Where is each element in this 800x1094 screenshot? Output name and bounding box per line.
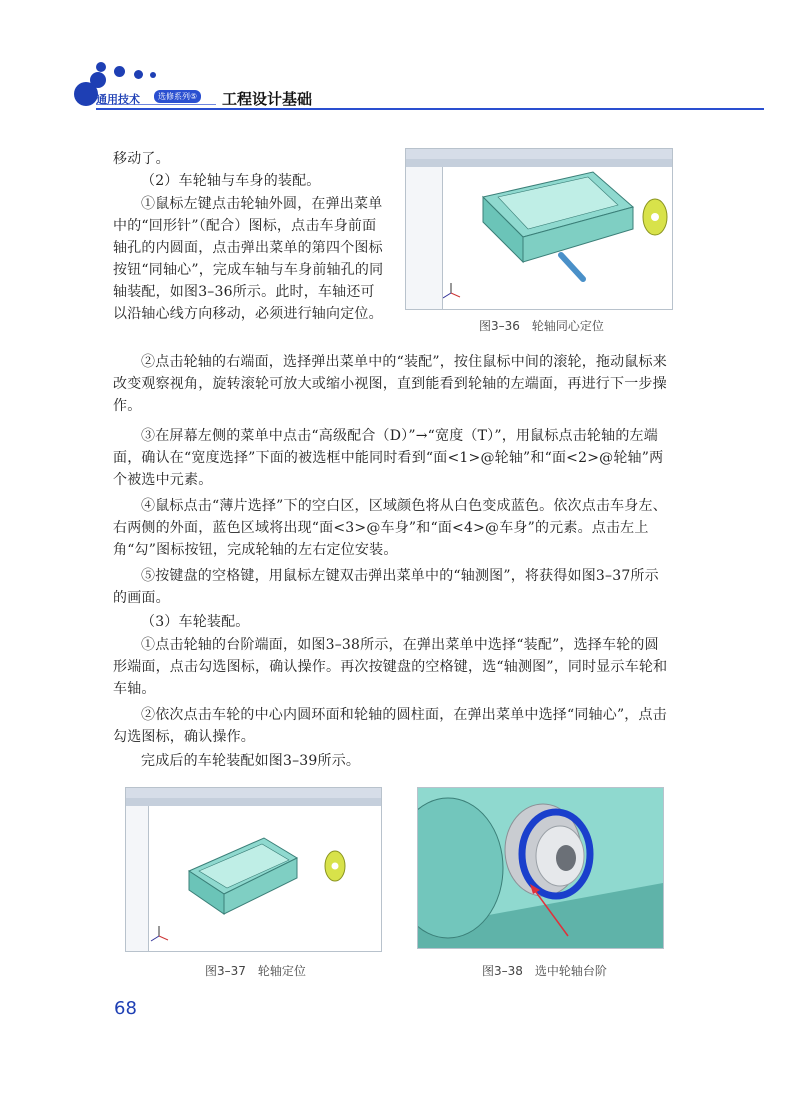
paragraph-9: ②依次点击车轮的中心内圆环面和轮轴的圆柱面，在弹出菜单中选择“同轴心”，点击勾选图标，确认操作。 — [113, 707, 667, 745]
paragraph-4: ③在屏幕左侧的菜单中点击“高级配合（D）”→“宽度（T）”，用鼠标点击轮轴的左端面，确认在“宽度选择”下面的被选框中能同时看到“面<1>@轮轴”和“面<2>@轮轴”两个被选中元素。 — [113, 428, 664, 488]
feature-tree-panel-2 — [126, 806, 149, 951]
page-number: 68 — [114, 998, 137, 1019]
car-isometric-drawing — [149, 806, 381, 951]
paragraph-6: ⑤按键盘的空格键，用鼠标左键双击弹出菜单中的“轴测图”，将获得如图3–37所示的画面。 — [113, 568, 659, 606]
paragraph-8: ①点击轮轴的台阶端面，如图3–38所示，在弹出菜单中选择“装配”，选择车轮的圆形端面，点击勾选图标，确认操作。再次按键盘的空格键，选“轴测图”，同时显示车轮和车轴。 — [113, 637, 668, 697]
paragraph-2: ①鼠标左键点击轮轴外圆，在弹出菜单中的“回形针”（配合）图标，点击车身前面轴孔的内圆面，点击弹出菜单的第四个图标按钮“同轴心”，完成车轴与车身前轴孔的同轴装配，如图3–36所示。此时，车轴还可以沿轴心线方向移动，必须进行轴向定位。 — [113, 196, 384, 322]
car-body-axle-drawing — [443, 167, 672, 309]
series-label: 通用技术 — [96, 93, 140, 106]
feature-tree-panel — [406, 167, 443, 309]
series-badge: 选修系列⑤ — [154, 90, 201, 103]
figure-3-36 — [405, 148, 673, 310]
paragraph-1: （2）车轮轴与车身的装配。 — [141, 173, 321, 189]
cad-viewport-2 — [149, 806, 381, 951]
cad-viewport — [443, 167, 672, 309]
paragraph-7: （3）车轮装配。 — [141, 614, 250, 630]
caption-figure-3-37: 图3–37 轮轴定位 — [205, 964, 306, 978]
paragraph-5: ④鼠标点击“薄片选择”下的空白区，区域颜色将从白色变成蓝色。依次点击车身左、右两侧的外面，蓝色区域将出现“面<3>@车身”和“面<4>@车身”的元素。点击左上角“勾”图标按钮，完成轮轴的左右定位安装。 — [113, 498, 667, 558]
figure-3-38 — [417, 787, 664, 949]
figure-3-37 — [125, 787, 382, 952]
caption-figure-3-38: 图3–38 选中轮轴台阶 — [482, 964, 607, 978]
paragraph-10: 完成后的车轮装配如图3–39所示。 — [141, 753, 361, 769]
header-rule — [96, 108, 764, 110]
paragraph-3: ②点击轮轴的右端面，选择弹出菜单中的“装配”，按住鼠标中间的滚轮，拖动鼠标来改变观察视角，旋转滚轮可放大或缩小视图，直到能看到轮轴的左端面，再进行下一步操作。 — [113, 354, 667, 414]
caption-figure-3-36: 图3–36 轮轴同心定位 — [479, 319, 604, 333]
book-title: 工程设计基础 — [222, 90, 313, 108]
paragraph-0: 移动了。 — [113, 151, 170, 167]
axle-step-closeup — [418, 788, 663, 948]
